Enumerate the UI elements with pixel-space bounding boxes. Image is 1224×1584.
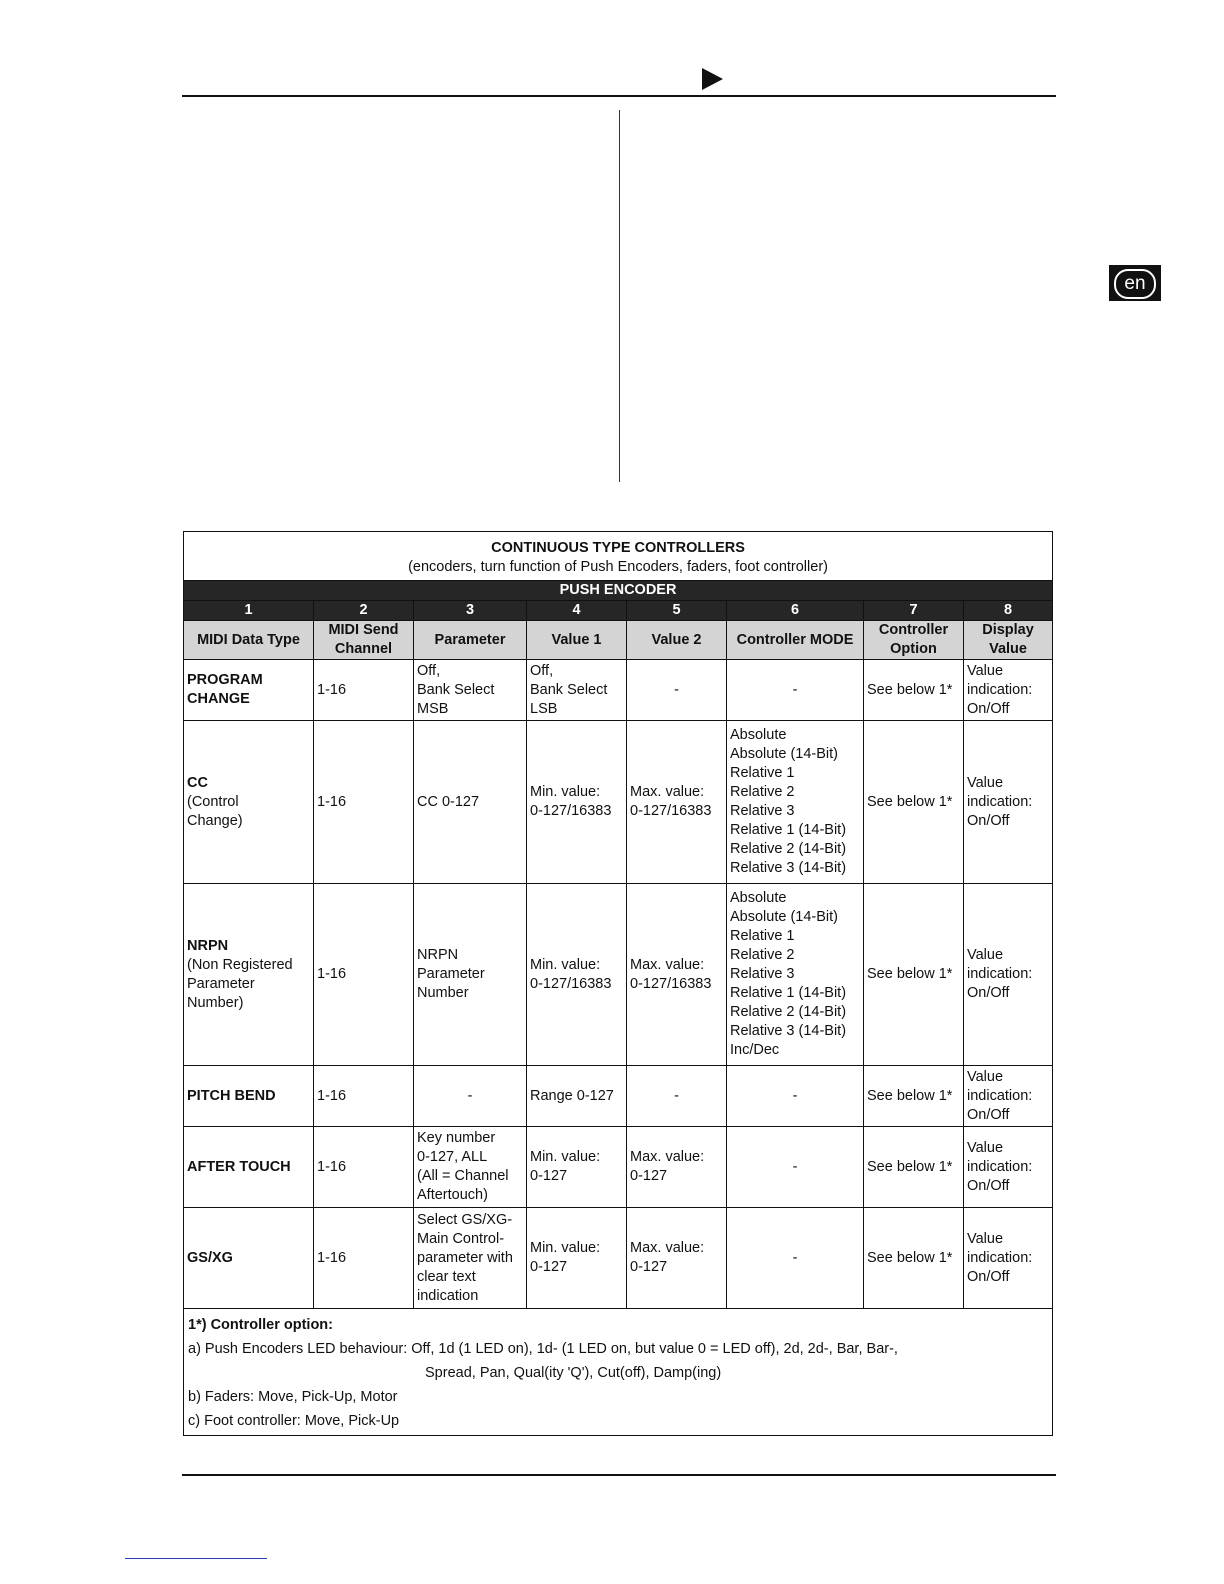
column-divider: [619, 110, 620, 482]
play-arrow-icon: [702, 68, 723, 90]
display-value-cell: [964, 884, 1053, 1066]
parameter-cell: [414, 721, 527, 884]
column-header-line: MIDI Data Type: [197, 631, 300, 648]
controller-mode-line: Relative 3 (14-Bit): [730, 860, 847, 876]
language-tab[interactable]: [1109, 265, 1161, 301]
parameter-cell: [414, 660, 527, 721]
controller-mode-cell: [727, 660, 864, 721]
display-value-line: Value: [967, 1068, 1004, 1085]
value1-cell: [527, 1066, 627, 1127]
table-caption: [184, 532, 1053, 581]
notes-heading: 1*) Controller option:: [188, 1317, 333, 1333]
language-label: en: [1114, 269, 1156, 299]
column-number: 1: [184, 601, 314, 621]
controller-mode-line: -: [792, 1158, 798, 1175]
controller-option-cell: See below 1*: [864, 1066, 964, 1127]
column-header: [314, 621, 414, 660]
send-channel-cell: 1-16: [314, 884, 414, 1066]
controller-mode-cell: [727, 721, 864, 884]
value2-line: Max. value:: [630, 1149, 705, 1165]
display-value-line: Value: [967, 947, 1004, 963]
midi-data-type: GS/XG: [187, 1249, 233, 1266]
value1-cell: [527, 1208, 627, 1309]
footer-rule: [182, 1474, 1056, 1476]
controller-mode-line: Relative 3: [730, 803, 795, 819]
controller-option-cell: See below 1*: [864, 1208, 964, 1309]
column-header-row: [184, 621, 1053, 660]
note-a: a) Push Encoders LED behaviour: Off, 1d (1 LED on), 1d- (1 LED on, but value 0 = LED off), 2d, 2d-, Bar, Bar-,: [188, 1341, 898, 1357]
column-header: [527, 621, 627, 660]
column-number: 5: [627, 601, 727, 621]
display-value-line: indication:: [967, 681, 1033, 698]
parameter-line: Select GS/XG-: [417, 1211, 513, 1228]
controller-option-cell: See below 1*: [864, 1127, 964, 1208]
midi-data-type: PROGRAM: [187, 672, 263, 688]
value1-cell: [527, 660, 627, 721]
column-number: 6: [727, 601, 864, 621]
value2-line: 0-127/16383: [630, 975, 712, 992]
parameter-line: Bank Select: [417, 681, 495, 698]
controller-mode-cell: [727, 1066, 864, 1127]
column-header: [964, 621, 1053, 660]
header-rule: [182, 95, 1056, 97]
controller-mode-line: -: [792, 1087, 798, 1104]
column-header-line: Controller: [878, 622, 949, 638]
parameter-line: MSB: [417, 700, 449, 717]
value2-line: 0-127: [630, 1259, 668, 1275]
column-number: 3: [414, 601, 527, 621]
controller-mode-line: Relative 2 (14-Bit): [730, 1004, 847, 1020]
display-value-line: On/Off: [967, 1106, 1010, 1123]
table-row: [184, 884, 1053, 1066]
parameter-cell: [414, 1066, 527, 1127]
value2-cell: [627, 1127, 727, 1208]
controller-mode-line: Relative 1: [730, 928, 795, 944]
value2-line: Max. value:: [630, 1240, 705, 1256]
display-value-line: indication:: [967, 1087, 1033, 1104]
controller-mode-line: Relative 3 (14-Bit): [730, 1023, 847, 1039]
column-header: [864, 621, 964, 660]
parameter-line: Key number: [417, 1130, 496, 1146]
table-row: [184, 1208, 1053, 1309]
column-header-line: Parameter: [434, 631, 506, 648]
table-row: [184, 1066, 1053, 1127]
parameter-line: NRPN: [417, 947, 459, 963]
parameter-line: Main Control-: [417, 1230, 505, 1247]
controller-mode-line: Absolute: [730, 890, 787, 906]
display-value-line: On/Off: [967, 1268, 1010, 1285]
display-value-line: Value: [967, 1230, 1004, 1247]
value1-line: Min. value:: [530, 1240, 601, 1256]
midi-data-type-cell: [184, 1127, 314, 1208]
display-value-cell: [964, 1208, 1053, 1309]
value2-cell: [627, 660, 727, 721]
display-value-line: indication:: [967, 793, 1033, 810]
midi-data-type-note: Number): [187, 994, 244, 1011]
value1-line: Min. value:: [530, 1149, 601, 1165]
controller-mode-cell: [727, 1208, 864, 1309]
value1-line: Min. value:: [530, 784, 601, 800]
table-row: [184, 721, 1053, 884]
controller-mode-line: Absolute (14-Bit): [730, 909, 838, 925]
controller-option-cell: See below 1*: [864, 884, 964, 1066]
display-value-line: Value: [967, 662, 1004, 679]
display-value-line: indication:: [967, 1249, 1033, 1266]
parameter-line: Number: [417, 985, 469, 1001]
column-number: 2: [314, 601, 414, 621]
parameter-line: Off,: [417, 662, 441, 679]
parameter-line: -: [467, 1087, 473, 1104]
note-a-continued: Spread, Pan, Qual(ity 'Q'), Cut(off), Damp(ing): [425, 1365, 722, 1381]
display-value-line: Value: [967, 774, 1004, 791]
column-header-line: MIDI Send: [328, 622, 399, 638]
send-channel-cell: 1-16: [314, 1208, 414, 1309]
controller-mode-line: Absolute: [730, 727, 787, 743]
midi-data-type: NRPN: [187, 937, 229, 954]
column-header: [414, 621, 527, 660]
midi-data-type: CC: [187, 774, 208, 791]
send-channel-cell: 1-16: [314, 721, 414, 884]
midi-data-type: AFTER TOUCH: [187, 1158, 291, 1175]
display-value-cell: [964, 1066, 1053, 1127]
display-value-line: On/Off: [967, 700, 1010, 717]
midi-data-type-cell: [184, 721, 314, 884]
parameter-cell: [414, 884, 527, 1066]
column-header-line: Channel: [334, 641, 393, 657]
column-number: 7: [864, 601, 964, 621]
value1-line: Bank Select: [530, 681, 608, 698]
midi-data-type-note: Parameter: [187, 975, 255, 992]
column-header: [727, 621, 864, 660]
display-value-line: indication:: [967, 1158, 1033, 1175]
value2-cell: [627, 1208, 727, 1309]
display-value-cell: [964, 721, 1053, 884]
value1-line: 0-127: [530, 1259, 568, 1275]
midi-data-type: PITCH BEND: [187, 1087, 276, 1104]
footer-link-underline[interactable]: [125, 1558, 267, 1559]
send-channel-cell: 1-16: [314, 1066, 414, 1127]
midi-data-type-note: (Non Registered: [187, 956, 293, 973]
value1-line: 0-127/16383: [530, 975, 612, 992]
column-number: 4: [527, 601, 627, 621]
parameter-line: clear text: [417, 1268, 476, 1285]
table-row: [184, 1127, 1053, 1208]
display-value-cell: [964, 1127, 1053, 1208]
midi-data-type: CHANGE: [187, 691, 250, 707]
value2-cell: [627, 884, 727, 1066]
controller-mode-line: Relative 2: [730, 784, 795, 800]
controller-mode-line: Relative 2: [730, 947, 795, 963]
value1-line: Range 0-127: [530, 1087, 614, 1104]
parameter-line: CC 0-127: [417, 793, 480, 810]
parameter-cell: [414, 1127, 527, 1208]
controller-mode-cell: [727, 1127, 864, 1208]
column-header-line: Value: [989, 641, 1027, 657]
value2-line: 0-127/16383: [630, 803, 712, 819]
controller-mode-line: Relative 3: [730, 966, 795, 982]
controller-mode-line: Relative 1 (14-Bit): [730, 985, 847, 1001]
send-channel-cell: 1-16: [314, 660, 414, 721]
value1-line: 0-127: [530, 1168, 568, 1184]
display-value-line: On/Off: [967, 985, 1010, 1001]
parameter-line: 0-127, ALL: [417, 1149, 488, 1165]
parameter-line: parameter with: [417, 1249, 513, 1266]
parameter-cell: [414, 1208, 527, 1309]
value2-cell: [627, 721, 727, 884]
controller-mode-line: Relative 2 (14-Bit): [730, 841, 847, 857]
display-value-line: On/Off: [967, 812, 1010, 829]
controller-option-cell: See below 1*: [864, 721, 964, 884]
controller-option-notes: [184, 1309, 1053, 1436]
send-channel-cell: 1-16: [314, 1127, 414, 1208]
controller-option-cell: See below 1*: [864, 660, 964, 721]
controller-mode-line: -: [792, 1249, 798, 1266]
section-title: PUSH ENCODER: [184, 581, 1053, 601]
midi-data-type-note: Change): [187, 812, 243, 829]
parameter-line: Aftertouch): [417, 1187, 488, 1203]
controller-mode-line: Relative 1 (14-Bit): [730, 822, 847, 838]
column-header-line: Option: [890, 641, 937, 657]
value1-cell: [527, 884, 627, 1066]
column-header-line: Value 1: [551, 631, 602, 648]
table-title: CONTINUOUS TYPE CONTROLLERS: [491, 540, 745, 556]
value2-line: -: [674, 1087, 679, 1104]
display-value-line: On/Off: [967, 1177, 1010, 1194]
column-header-line: Value 2: [651, 631, 702, 648]
column-number: 8: [964, 601, 1053, 621]
midi-data-type-cell: [184, 1208, 314, 1309]
midi-data-type-cell: [184, 1066, 314, 1127]
value1-line: 0-127/16383: [530, 803, 612, 819]
value1-cell: [527, 721, 627, 884]
controller-mode-line: -: [792, 681, 798, 698]
display-value-cell: [964, 660, 1053, 721]
table-subtitle: (encoders, turn function of Push Encoders, faders, foot controller): [408, 559, 828, 575]
column-header-line: Display: [982, 622, 1034, 638]
column-number-row: [184, 601, 1053, 621]
table-row: [184, 660, 1053, 721]
value1-line: LSB: [530, 700, 558, 717]
value2-line: Max. value:: [630, 956, 705, 973]
value2-cell: [627, 1066, 727, 1127]
controller-mode-line: Inc/Dec: [730, 1042, 780, 1058]
column-header: [184, 621, 314, 660]
display-value-line: indication:: [967, 966, 1033, 982]
note-b: b) Faders: Move, Pick-Up, Motor: [188, 1389, 398, 1405]
midi-data-type-cell: [184, 660, 314, 721]
value2-line: Max. value:: [630, 784, 705, 800]
column-header-line: Controller MODE: [736, 631, 854, 648]
value1-cell: [527, 1127, 627, 1208]
midi-data-type-note: (Control: [187, 793, 239, 810]
display-value-line: Value: [967, 1139, 1004, 1156]
parameter-line: Parameter: [417, 966, 485, 982]
value1-line: Min. value:: [530, 956, 601, 973]
parameter-line: indication: [417, 1287, 479, 1304]
parameter-line: (All = Channel: [417, 1168, 509, 1184]
controller-mode-line: Relative 1: [730, 765, 795, 781]
value1-line: Off,: [530, 662, 554, 679]
value2-line: 0-127: [630, 1168, 668, 1184]
controller-mode-cell: [727, 884, 864, 1066]
midi-data-type-cell: [184, 884, 314, 1066]
column-header: [627, 621, 727, 660]
controller-mode-line: Absolute (14-Bit): [730, 746, 838, 762]
controller-table: [183, 531, 1053, 1436]
note-c: c) Foot controller: Move, Pick-Up: [188, 1413, 400, 1429]
value2-line: -: [674, 681, 679, 698]
